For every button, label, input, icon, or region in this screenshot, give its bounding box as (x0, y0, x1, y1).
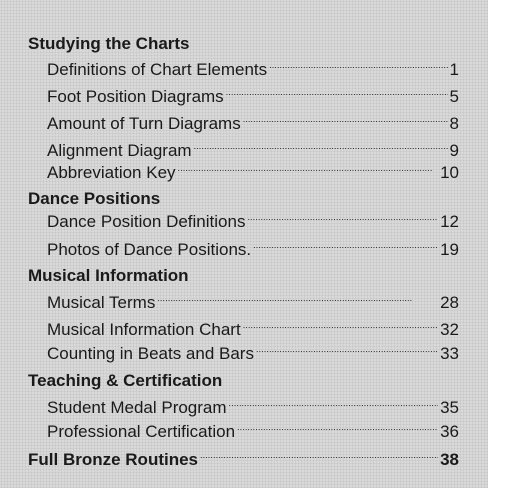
dot-leader (178, 164, 439, 178)
toc-entry-title: Full Bronze Routines (28, 450, 198, 469)
toc-entry[interactable] (47, 163, 459, 183)
dot-leader (243, 321, 438, 335)
dot-leader (253, 241, 438, 255)
toc-entry-title: Photos of Dance Positions. (47, 240, 252, 259)
toc-section-title: Musical Information (28, 266, 189, 285)
toc-entry[interactable] (47, 320, 459, 340)
toc-page-number: 12 (440, 212, 459, 231)
toc-page-number: 9 (449, 141, 459, 160)
toc-entry-title: Foot Position Diagrams (47, 87, 224, 106)
toc-entry[interactable] (28, 450, 459, 470)
toc-entry-title: Amount of Turn Diagrams (47, 114, 241, 133)
toc-entry-title: Alignment Diagram (47, 141, 192, 160)
toc-section-heading (28, 266, 248, 286)
toc-entry[interactable] (47, 114, 459, 134)
toc-page-number: 10 (440, 163, 459, 182)
toc-page-number: 5 (449, 87, 459, 106)
toc-entry-title: Counting in Beats and Bars (47, 344, 254, 363)
dot-leader (226, 88, 448, 102)
toc-section-heading (28, 34, 248, 54)
dot-leader (157, 294, 438, 308)
toc-entry-title: Student Medal Program (47, 398, 227, 417)
toc-entry[interactable] (47, 293, 459, 313)
toc-entry[interactable] (47, 344, 459, 364)
toc-section-title: Studying the Charts (28, 34, 190, 53)
toc-entry[interactable] (47, 398, 459, 418)
toc-section-title: Teaching & Certification (28, 371, 223, 390)
toc-entry-title: Definitions of Chart Elements (47, 60, 268, 79)
toc-entry[interactable] (47, 87, 459, 107)
toc-entry[interactable] (47, 141, 459, 161)
toc-section-title: Dance Positions (28, 189, 161, 208)
toc-entry[interactable] (47, 240, 459, 260)
dot-leader (237, 423, 438, 437)
toc-page-number: 28 (440, 293, 459, 312)
dot-leader (247, 213, 438, 227)
toc-page-number: 33 (440, 344, 459, 363)
dot-leader (200, 451, 438, 465)
toc-entry[interactable] (47, 422, 459, 442)
dot-leader (269, 61, 447, 75)
dot-leader (256, 345, 438, 359)
toc-page-number: 1 (449, 60, 459, 79)
toc-page-number: 36 (440, 422, 459, 441)
toc-page-number: 19 (440, 240, 459, 259)
dot-leader (243, 115, 448, 129)
toc-entry-title: Dance Position Definitions (47, 212, 246, 231)
dot-leader (194, 142, 448, 156)
toc-section-heading (28, 371, 288, 391)
toc-page-number: 38 (440, 450, 459, 469)
toc-entry-title: Abbreviation Key (47, 163, 176, 182)
toc-entry-title: Professional Certification (47, 422, 236, 441)
toc-entry[interactable] (47, 212, 459, 232)
toc-entry-title: Musical Terms (47, 293, 156, 312)
toc-page-number: 32 (440, 320, 459, 339)
dot-leader (229, 399, 439, 413)
toc-section-heading (28, 189, 248, 209)
toc-page-number: 8 (449, 114, 459, 133)
toc-entry-title: Musical Information Chart (47, 320, 241, 339)
toc-entry[interactable] (47, 60, 459, 80)
toc-page-number: 35 (440, 398, 459, 417)
